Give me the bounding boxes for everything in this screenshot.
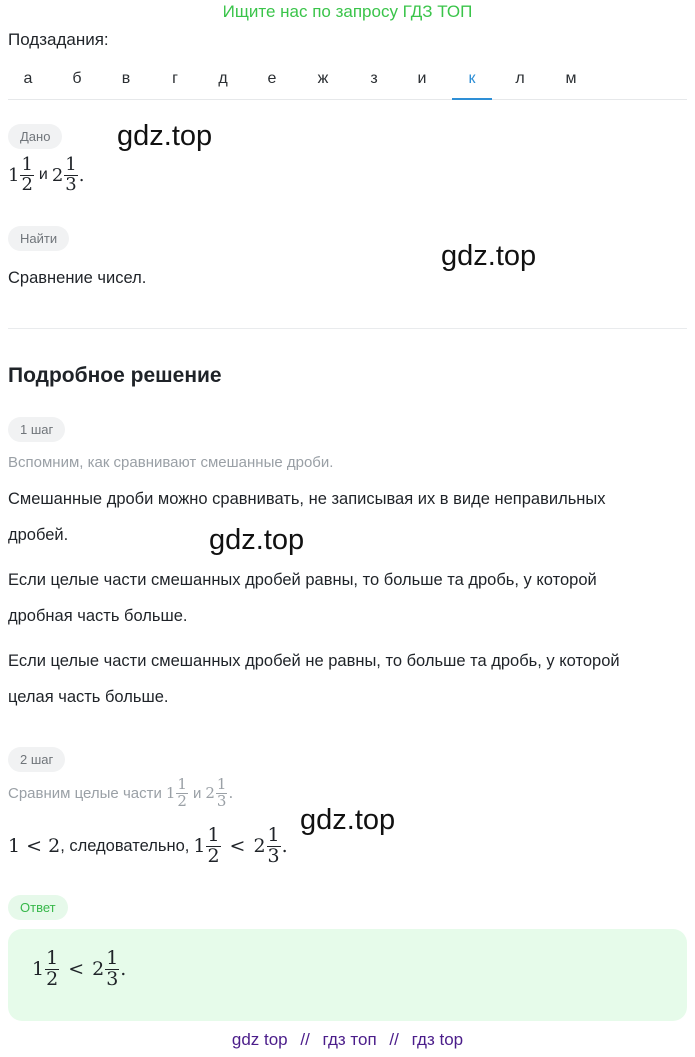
text-line: Если целые части смешанных дробей равны, то больше та дробь, у которой	[8, 571, 597, 589]
watermark: gdz.top	[441, 240, 537, 272]
tab-g[interactable]: г	[172, 70, 178, 87]
denominator: 2	[207, 844, 220, 867]
fraction	[45, 949, 59, 990]
footer-separator: //	[300, 1030, 310, 1049]
tab-v[interactable]: в	[121, 70, 131, 87]
footer-link-gdz-top-mixed[interactable]: гдз top	[411, 1030, 464, 1049]
fraction	[20, 156, 33, 195]
answer-badge	[8, 895, 68, 920]
footer-link-gdz-top[interactable]: gdz top	[231, 1030, 288, 1049]
consequently-text: , следовательно,	[60, 836, 190, 855]
step2-hint	[8, 777, 233, 810]
whole-part: 2	[253, 835, 266, 858]
whole-part: 1	[165, 784, 176, 803]
period: .	[78, 164, 85, 186]
numerator: 1	[46, 947, 59, 969]
step1-paragraph-2	[8, 562, 597, 634]
divider	[8, 328, 687, 329]
tab-l[interactable]: л	[515, 70, 525, 87]
denominator: 2	[177, 791, 187, 810]
tab-a[interactable]: а	[23, 70, 33, 87]
less-than: <	[68, 958, 85, 981]
search-banner: Ищите нас по запросу ГДЗ ТОП	[222, 2, 473, 21]
text-line: дробей.	[8, 526, 69, 544]
footer-links	[0, 1030, 695, 1050]
given-badge	[8, 124, 62, 149]
text-line: Если целые части смешанных дробей не равны, то больше та дробь, у которой	[8, 652, 620, 670]
whole-part: 2	[205, 784, 215, 803]
denominator: 3	[106, 967, 119, 990]
find-badge	[8, 226, 69, 251]
denominator: 3	[216, 791, 227, 810]
tab-d[interactable]: д	[218, 70, 228, 87]
integer-comparison: 1 < 2	[8, 835, 61, 858]
tab-e[interactable]: е	[267, 70, 277, 87]
subtask-tabs	[8, 64, 687, 100]
and-word: и	[38, 166, 48, 184]
step1-paragraph-3	[8, 643, 620, 715]
tab-k[interactable]: к	[452, 70, 492, 100]
whole-part: 1	[8, 164, 20, 186]
fraction	[267, 826, 281, 867]
step2-badge	[8, 747, 65, 772]
tab-m[interactable]: м	[565, 70, 577, 87]
answer-pill: Ответ	[8, 895, 68, 920]
fraction	[216, 777, 228, 810]
step2-comparison	[8, 826, 288, 867]
tab-zh[interactable]: ж	[317, 70, 329, 87]
whole-part: 1	[32, 958, 45, 981]
period: .	[228, 784, 234, 803]
denominator: 2	[21, 173, 33, 195]
period: .	[281, 835, 288, 858]
denominator: 3	[65, 173, 77, 195]
denominator: 3	[267, 844, 280, 867]
whole-part: 1	[193, 835, 206, 858]
fraction	[64, 156, 77, 195]
footer-link-gdz-top-ru[interactable]: гдз топ	[322, 1030, 377, 1049]
step1-pill: 1 шаг	[8, 417, 65, 442]
period: .	[120, 958, 127, 981]
tab-b[interactable]: б	[72, 70, 82, 87]
whole-part: 2	[51, 164, 64, 186]
find-text: Сравнение чисел.	[8, 269, 147, 287]
numerator: 1	[106, 947, 119, 969]
tab-z[interactable]: з	[370, 70, 378, 87]
watermark: gdz.top	[117, 120, 213, 152]
numerator: 1	[21, 154, 33, 175]
given-pill: Дано	[8, 124, 62, 149]
step2-pill: 2 шаг	[8, 747, 65, 772]
step1-paragraph-1	[8, 481, 606, 553]
numerator: 1	[216, 775, 227, 793]
numerator: 1	[65, 154, 77, 175]
text-line: целая часть больше.	[8, 688, 169, 706]
less-than: <	[229, 835, 246, 858]
step1-badge	[8, 417, 65, 442]
tab-i[interactable]: и	[417, 70, 427, 87]
fraction	[105, 949, 119, 990]
text-line: Смешанные дроби можно сравнивать, не записывая их в виде неправильных	[8, 490, 606, 508]
numerator: 1	[267, 824, 280, 846]
text-line: дробная часть больше.	[8, 607, 188, 625]
answer-expression	[32, 949, 126, 990]
and-word: и	[192, 784, 202, 802]
watermark: gdz.top	[300, 804, 396, 836]
hint-text: Сравним целые части	[8, 784, 162, 802]
solution-title: Подробное решение	[8, 364, 222, 387]
watermark: gdz.top	[209, 524, 305, 556]
given-expression	[8, 156, 84, 195]
answer-box	[8, 929, 687, 1021]
find-pill: Найти	[8, 226, 69, 251]
numerator: 1	[177, 775, 187, 793]
fraction	[206, 826, 220, 867]
numerator: 1	[207, 824, 220, 846]
step1-hint: Вспомним, как сравнивают смешанные дроби.	[8, 454, 334, 471]
denominator: 2	[46, 967, 59, 990]
whole-part: 2	[92, 958, 105, 981]
subtasks-label: Подзадания:	[8, 30, 109, 49]
footer-separator: //	[389, 1030, 399, 1049]
fraction	[176, 777, 188, 810]
